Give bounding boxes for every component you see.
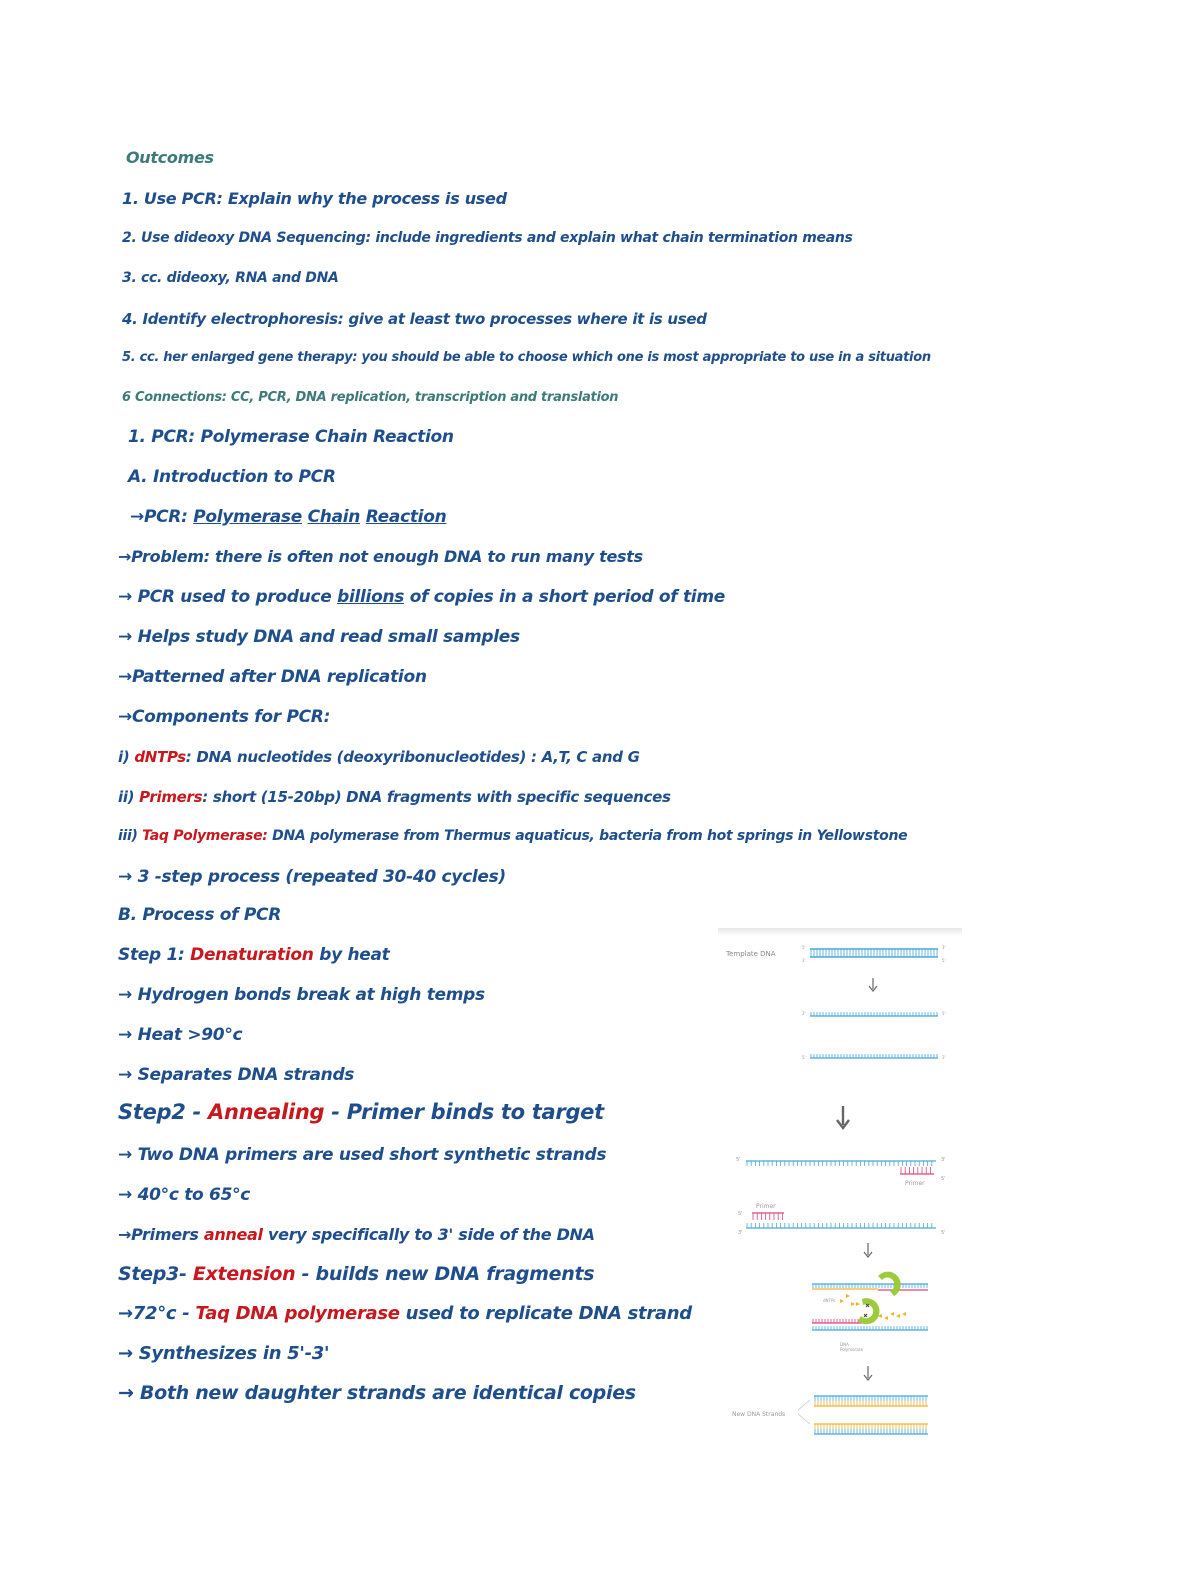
- c3-rest: DNA polymerase from Thermus aquaticus, bacteria from hot springs in Yellowstone: [267, 828, 908, 844]
- extension-strand-top: [812, 1284, 928, 1290]
- c3-term: Taq Polymerase:: [142, 828, 268, 844]
- s2l3-pre: →Primers: [118, 1225, 204, 1244]
- end-3-e: 3': [941, 1157, 946, 1163]
- s3-post: - builds new DNA fragments: [295, 1263, 595, 1285]
- step-3-title: [118, 1263, 594, 1286]
- s1-line-2: → Heat >90°c: [118, 1025, 243, 1045]
- section-b-title: B. Process of PCR: [118, 905, 282, 925]
- line-patterned: →Patterned after DNA replication: [118, 667, 427, 687]
- component-primers: [118, 788, 671, 806]
- outcome-6: 6 Connections: CC, PCR, DNA replication, transcription and translation: [122, 390, 619, 405]
- s2-pre: Step2 -: [118, 1100, 208, 1124]
- pcr-diagram: [718, 928, 962, 1448]
- arrow-down-large-icon: [837, 1106, 849, 1128]
- s2-post: - Primer binds to target: [324, 1100, 604, 1124]
- new-dna-strand-1: [814, 1396, 928, 1406]
- end-5-d: 5': [802, 1055, 806, 1060]
- arrow-down-icon-3: [864, 1366, 872, 1380]
- step-2-title: [118, 1100, 604, 1125]
- c1-term: dNTPs: [134, 748, 186, 766]
- s2-line-2: → 40°c to 65°c: [118, 1185, 251, 1205]
- pcr-definition: [130, 507, 446, 527]
- step-1-title: [118, 945, 390, 965]
- outcome-3: 3. cc. dideoxy, RNA and DNA: [122, 270, 339, 286]
- line-problem: →Problem: there is often not enough DNA to run many tests: [118, 547, 643, 566]
- end-5-a: 5': [802, 945, 806, 950]
- pcr-figure: [718, 928, 962, 1448]
- s3l1-pre: →72°c -: [118, 1303, 196, 1324]
- end-3-c: 3': [802, 1011, 806, 1016]
- s3l1-term: Taq DNA polymerase: [195, 1303, 400, 1324]
- s1-line-3: → Separates DNA strands: [118, 1065, 355, 1085]
- outcome-1: 1. Use PCR: Explain why the process is used: [122, 189, 507, 208]
- arrow-down-icon: [869, 978, 877, 991]
- word-chain: Chain: [307, 507, 361, 527]
- template-dna-double-strand: [810, 949, 938, 957]
- c3-num: iii): [118, 828, 143, 844]
- s2-term: Annealing: [208, 1100, 325, 1124]
- arrow-down-icon-2: [864, 1243, 872, 1257]
- dna-pol-label-1: DNA: [840, 1342, 849, 1347]
- end-5-h: 5': [941, 1230, 946, 1236]
- end-5-f: 5': [941, 1176, 946, 1182]
- line-components: →Components for PCR:: [118, 707, 331, 727]
- component-dntps: [118, 748, 640, 766]
- section-a-title: A. Introduction to PCR: [128, 467, 336, 487]
- c2-num: ii): [118, 788, 140, 806]
- outcomes-heading: Outcomes: [126, 148, 214, 167]
- template-label: Template DNA: [726, 950, 776, 958]
- s1-post: by heat: [313, 945, 390, 965]
- outcome-4-a: 4. Identify electrophoresis:: [122, 310, 344, 328]
- dntps-label: dNTPs: [823, 1298, 836, 1303]
- section-1-title: 1. PCR: Polymerase Chain Reaction: [128, 427, 454, 447]
- outcome-2: 2. Use dideoxy DNA Sequencing: include ingredients and explain what chain termination means: [122, 230, 853, 246]
- end-3-g: 3': [738, 1230, 743, 1236]
- component-taq: [118, 828, 907, 845]
- s2-line-1: → Two DNA primers are used short synthetic strands: [118, 1145, 607, 1165]
- end-5-c: 5': [942, 1011, 946, 1016]
- s2-line-3: [118, 1225, 595, 1244]
- polymerase-bottom-icon: [858, 1298, 880, 1324]
- c1-rest: : DNA nucleotides (deoxyribonucleotides) : A,T, C and G: [185, 748, 640, 766]
- end-5-e: 5': [736, 1157, 741, 1163]
- c2-term: Primers: [139, 788, 203, 806]
- s3l1-post: used to replicate DNA strand: [399, 1303, 692, 1324]
- separated-strand-top: [810, 1012, 938, 1016]
- end-3-a: 3': [942, 945, 946, 950]
- s2l3-post: very specifically to 3' side of the DNA: [262, 1225, 595, 1244]
- pcr-prefix: →PCR:: [130, 507, 194, 527]
- outcome-4-b: give at least two processes where it is used: [348, 310, 707, 328]
- s3-line-1: [118, 1303, 692, 1325]
- s1-pre: Step 1:: [118, 945, 191, 965]
- s3-term: Extension: [192, 1263, 296, 1285]
- annealing-strand-top: [746, 1161, 936, 1166]
- new-dna-strand-2: [814, 1424, 928, 1434]
- label-pointer-lines: [798, 1400, 810, 1424]
- produce-post: of copies in a short period of time: [404, 587, 725, 607]
- s3-line-3: → Both new daughter strands are identical copies: [118, 1382, 636, 1404]
- s2l3-term: anneal: [203, 1225, 263, 1244]
- produce-pre: → PCR used to produce: [118, 587, 338, 607]
- separated-strand-bottom: [810, 1054, 938, 1058]
- s1-term: Denaturation: [190, 945, 314, 965]
- figure-top-edge: [718, 928, 962, 936]
- primer-left: [752, 1213, 784, 1220]
- outcome-5: 5. cc. her enlarged gene therapy: you should be able to choose which one is most appropriate to use in a situation: [122, 350, 931, 365]
- word-reaction: Reaction: [365, 507, 447, 527]
- end-5-g: 5': [738, 1211, 743, 1217]
- primer-label-right: Primer: [905, 1180, 925, 1187]
- primer-right: [900, 1167, 934, 1174]
- primer-label-left: Primer: [756, 1203, 776, 1210]
- word-polymerase: Polymerase: [193, 507, 302, 527]
- line-produce: [118, 587, 725, 607]
- line-helps: → Helps study DNA and read small samples: [118, 627, 520, 647]
- new-strands-label: New DNA Strands: [732, 1411, 786, 1418]
- c2-rest: : short (15-20bp) DNA fragments with specific sequences: [202, 788, 671, 806]
- s1-line-1: → Hydrogen bonds break at high temps: [118, 985, 485, 1005]
- word-billions: billions: [337, 587, 405, 607]
- end-3-d: 3': [942, 1055, 946, 1060]
- end-5-b: 5': [942, 958, 946, 963]
- c1-num: i): [118, 748, 135, 766]
- annealing-strand-bottom: [746, 1223, 936, 1228]
- outcome-4: [122, 310, 707, 328]
- line-3-step: → 3 -step process (repeated 30-40 cycles): [118, 867, 506, 887]
- s3-pre: Step3-: [118, 1263, 193, 1285]
- end-3-b: 3': [802, 958, 806, 963]
- dna-pol-label-2: Polymerase: [840, 1347, 864, 1352]
- s3-line-2: → Synthesizes in 5'-3': [118, 1343, 330, 1364]
